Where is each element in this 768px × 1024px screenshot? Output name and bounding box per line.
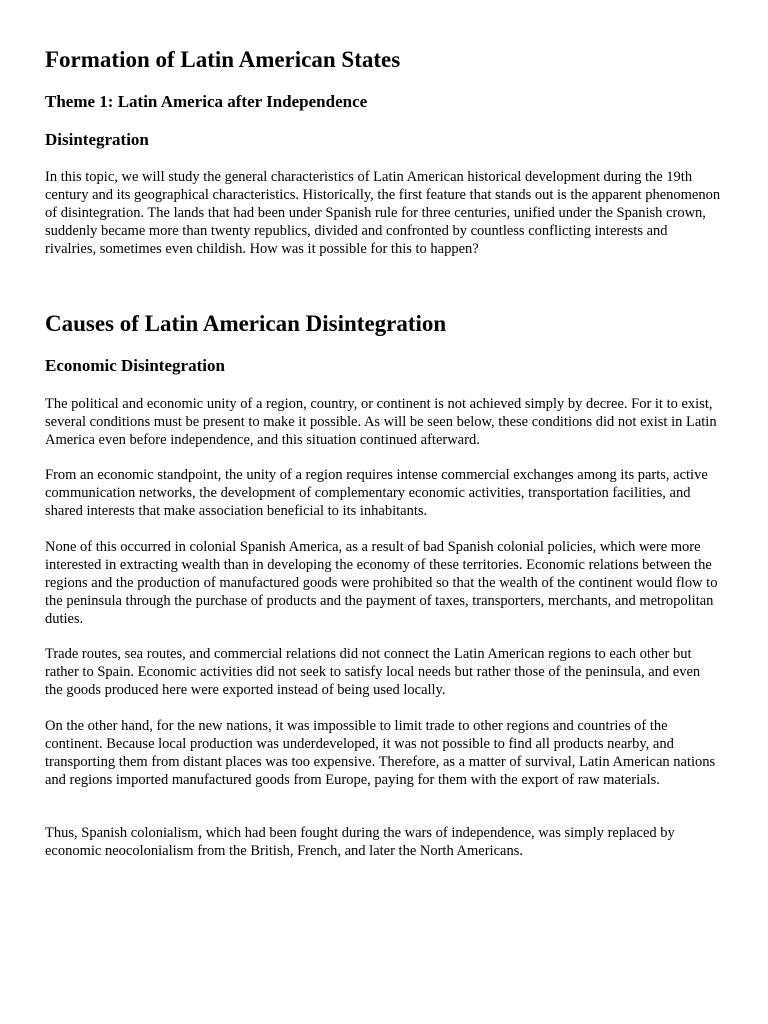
section-heading-disintegration: Disintegration xyxy=(45,130,149,149)
theme-heading: Theme 1: Latin America after Independence xyxy=(45,92,368,111)
document-title: Formation of Latin American States xyxy=(45,47,401,72)
body-paragraph: Trade routes, sea routes, and commercial relations did not connect the Latin American regions to each other but rather to Spain. Economic activities did not seek to satisfy local needs but rather those of the peninsula, and even the goods produced here were exported instead of being used locally. xyxy=(45,646,701,698)
body-paragraph: Thus, Spanish colonialism, which had been fought during the wars of independence, was simply replaced by economic neocolonialism from the British, French, and later the North Americans. xyxy=(45,825,675,859)
causes-title: Causes of Latin American Disintegration xyxy=(45,311,447,336)
body-paragraph: From an economic standpoint, the unity of a region requires intense commercial exchanges among its parts, active communication networks, the development of complementary economic activities, transportation facilities, and shared interests that make association beneficial to its inhabitants. xyxy=(45,467,708,519)
section-heading-economic: Economic Disintegration xyxy=(45,356,225,375)
body-paragraph: The political and economic unity of a region, country, or continent is not achieved simply by decree. For it to exist, several conditions must be present to make it possible. As will be seen below, these conditions did not exist in Latin America even before independence, and this situation continued afterward. xyxy=(45,396,717,448)
body-paragraph: None of this occurred in colonial Spanish America, as a result of bad Spanish colonial policies, which were more interested in extracting wealth than in developing the economy of these territories. Economic relations between the regions and the production of manufactured goods were prohibited so that the wealth of the continent would flow to the peninsula through the purchase of products and the payment of taxes, transporters, merchants, and metropolitan duties. xyxy=(45,539,718,627)
intro-paragraph: In this topic, we will study the general characteristics of Latin American historical development during the 19th century and its geographical characteristics. Historically, the first feature that stands out is the apparent phenomenon of disintegration. The lands that had been under Spanish rule for three centuries, unified under the Spanish crown, suddenly became more than twenty republics, divided and confronted by countless conflicting interests and rivalries, sometimes even childish. How was it possible for this to happen? xyxy=(45,169,721,257)
body-paragraph: On the other hand, for the new nations, it was impossible to limit trade to other regions and countries of the continent. Because local production was underdeveloped, it was not possible to find all products nearby, and transporting them from distant places was too expensive. Therefore, as a matter of survival, Latin American nations and regions imported manufactured goods from Europe, paying for them with the export of raw materials. xyxy=(45,718,716,788)
